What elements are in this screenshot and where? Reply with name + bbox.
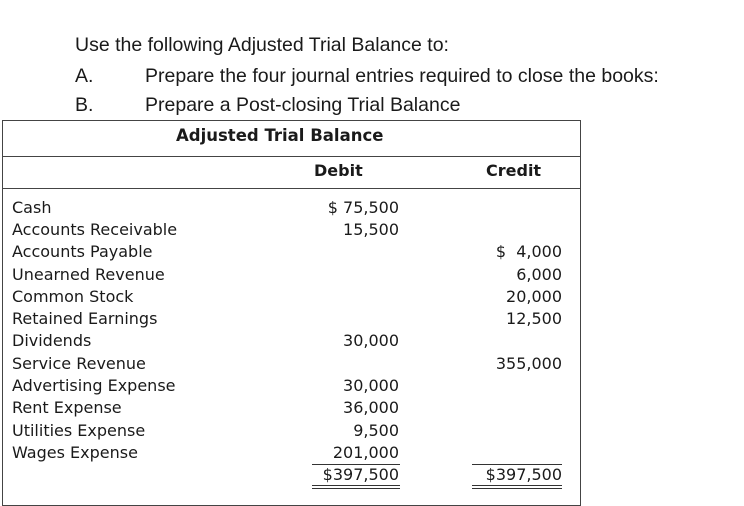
title-divider <box>3 156 580 157</box>
account-name: Cash <box>12 198 52 217</box>
account-name: Common Stock <box>12 287 134 306</box>
credit-value: $ 4,000 <box>495 242 562 261</box>
credit-total: $397,500 <box>485 465 562 484</box>
instructions-lead: Use the following Adjusted Trial Balance to: <box>75 34 449 56</box>
instruction-b-marker: B. <box>75 94 94 116</box>
credit-subtotal-rule <box>472 464 562 465</box>
debit-header: Debit <box>314 161 363 180</box>
account-name: Accounts Payable <box>12 242 153 261</box>
debit-total: $397,500 <box>322 465 399 484</box>
account-name: Retained Earnings <box>12 309 158 328</box>
debit-value: 30,000 <box>343 331 399 350</box>
debit-value: 15,500 <box>343 220 399 239</box>
account-name: Dividends <box>12 331 92 350</box>
credit-value: 12,500 <box>506 309 562 328</box>
account-name: Utilities Expense <box>12 421 146 440</box>
account-name: Service Revenue <box>12 354 146 373</box>
header-divider <box>3 188 580 189</box>
debit-total-double-rule <box>312 485 400 489</box>
account-name: Wages Expense <box>12 443 138 462</box>
debit-value: $ 75,500 <box>327 198 399 217</box>
account-name: Rent Expense <box>12 398 122 417</box>
debit-value: 201,000 <box>332 443 399 462</box>
instruction-a-text: Prepare the four journal entries required to close the books: <box>145 65 659 87</box>
credit-total-double-rule <box>472 485 562 489</box>
table-title: Adjusted Trial Balance <box>176 126 384 145</box>
credit-value: 20,000 <box>506 287 562 306</box>
account-name: Advertising Expense <box>12 376 176 395</box>
credit-value: 355,000 <box>495 354 562 373</box>
instruction-a-marker: A. <box>75 65 94 87</box>
debit-value: 9,500 <box>353 421 399 440</box>
credit-value: 6,000 <box>516 265 562 284</box>
instruction-b-text: Prepare a Post-closing Trial Balance <box>145 94 461 116</box>
debit-value: 36,000 <box>343 398 399 417</box>
credit-header: Credit <box>486 161 542 180</box>
account-name: Accounts Receivable <box>12 220 178 239</box>
account-name: Unearned Revenue <box>12 265 165 284</box>
debit-value: 30,000 <box>343 376 399 395</box>
